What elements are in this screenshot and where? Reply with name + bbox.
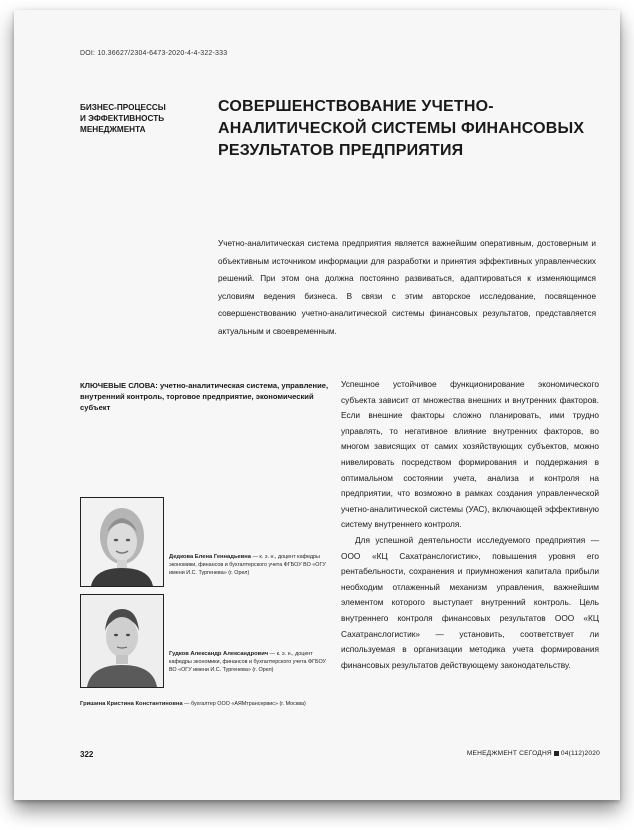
abstract: Учетно-аналитическая система предприятия является важнейшим оперативным, достоверным и объективным источником информации для разработки и принятия эффективных управленческих решений. При этом она должна постоянно развиваться, адаптироваться к изменяющимся условиям ведения бизнеса. В связи с этим авторское исследование, посвященное совершенствованию учетно-аналитической системы финансовых результатов, представляется актуальным и своевременным.: [218, 239, 596, 336]
title-line: РЕЗУЛЬТАТОВ ПРЕДПРИЯТИЯ: [218, 142, 464, 159]
author-details: — бухгалтер ООО «АЯМтрансервис» (г. Москва): [182, 701, 306, 707]
keywords: [80, 380, 330, 413]
keywords-text: учетно-аналитическая система, управление, внутренний контроль, торговое предприятие, экономический субъект: [80, 381, 329, 412]
author-details: — к. э. н., доцент кафедры экономики, финансов и бухгалтерского учета ФГБОУ ВО «ОГУ имени И.С. Тургенева» (г. Орел): [169, 554, 326, 577]
doi: DOI: 10.36627/2304-6473-2020-4-4-322-333: [80, 50, 228, 57]
page-number: 322: [80, 750, 94, 759]
rubric-line: И ЭФФЕКТИВНОСТЬ: [80, 114, 165, 123]
body-paragraph: Успешное устойчивое функционирование экономического субъекта зависит от множества внешних и внутренних факторов. Если внешние факторы сложно планировать, ими трудно управлять, то негативное влияние внутренних факторов, во многом зависящих от самих хозяйствующих субъектов, можно нивелировать посредством формирования и поддержания в оптимальном состоянии учета, анализа и контроля на предприятии, что возможно в рамках создания управленческой учетно-аналитической системы (УАС), включающей эффективную систему внутреннего контроля.: [341, 379, 599, 530]
author-info: [80, 700, 350, 708]
author-photo-female: [80, 497, 164, 587]
title-line: АНАЛИТИЧЕСКОЙ СИСТЕМЫ ФИНАНСОВЫХ: [218, 120, 585, 137]
author-photo-male: [80, 594, 164, 688]
journal-footer: [454, 750, 600, 757]
article-title: [218, 96, 608, 162]
body-text: [341, 377, 599, 673]
author-name: Гришина Кристина Константиновна: [80, 701, 183, 707]
body-paragraph: Для успешной деятельности исследуемого предприятия — ООО «КЦ Сахатранслогистик», повышения уровня его рентабельности, сохранения и приумножения капитала прибыли необходим отлаженный механизм управления, важнейшим элементом которого выступает внутренний контроль. Цель внутреннего контроля финансовых результатов ООО «КЦ Сахатранслогистик» — установить, соответствует ли используемая в организации методика учета формирования финансовых результатов действующему законодательству.: [341, 534, 599, 670]
author-details: — к. э. н., доцент кафедры экономики, финансов и бухгалтерского учета ФГБОУ ВО «ОГУ имени И.С. Тургенева» (г. Орел): [169, 651, 326, 674]
author-info: [169, 553, 334, 578]
rubric-line: МЕНЕДЖМЕНТА: [80, 125, 146, 134]
author-info: [169, 650, 334, 675]
author-name: Дедкова Елена Геннадьевна: [169, 554, 252, 560]
journal-page: [14, 10, 620, 800]
rubric-line: БИЗНЕС-ПРОЦЕССЫ: [80, 103, 166, 112]
journal-name: МЕНЕДЖМЕНТ СЕГОДНЯ: [466, 750, 552, 757]
issue-number: 04(112)2020: [560, 750, 600, 757]
square-separator-icon: [554, 751, 559, 756]
section-rubric: [80, 102, 200, 135]
keywords-label: КЛЮЧЕВЫЕ СЛОВА:: [80, 381, 158, 390]
author-name: Гудков Александр Александрович: [169, 651, 269, 657]
title-line: СОВЕРШЕНСТВОВАНИЕ УЧЕТНО-: [218, 98, 494, 115]
